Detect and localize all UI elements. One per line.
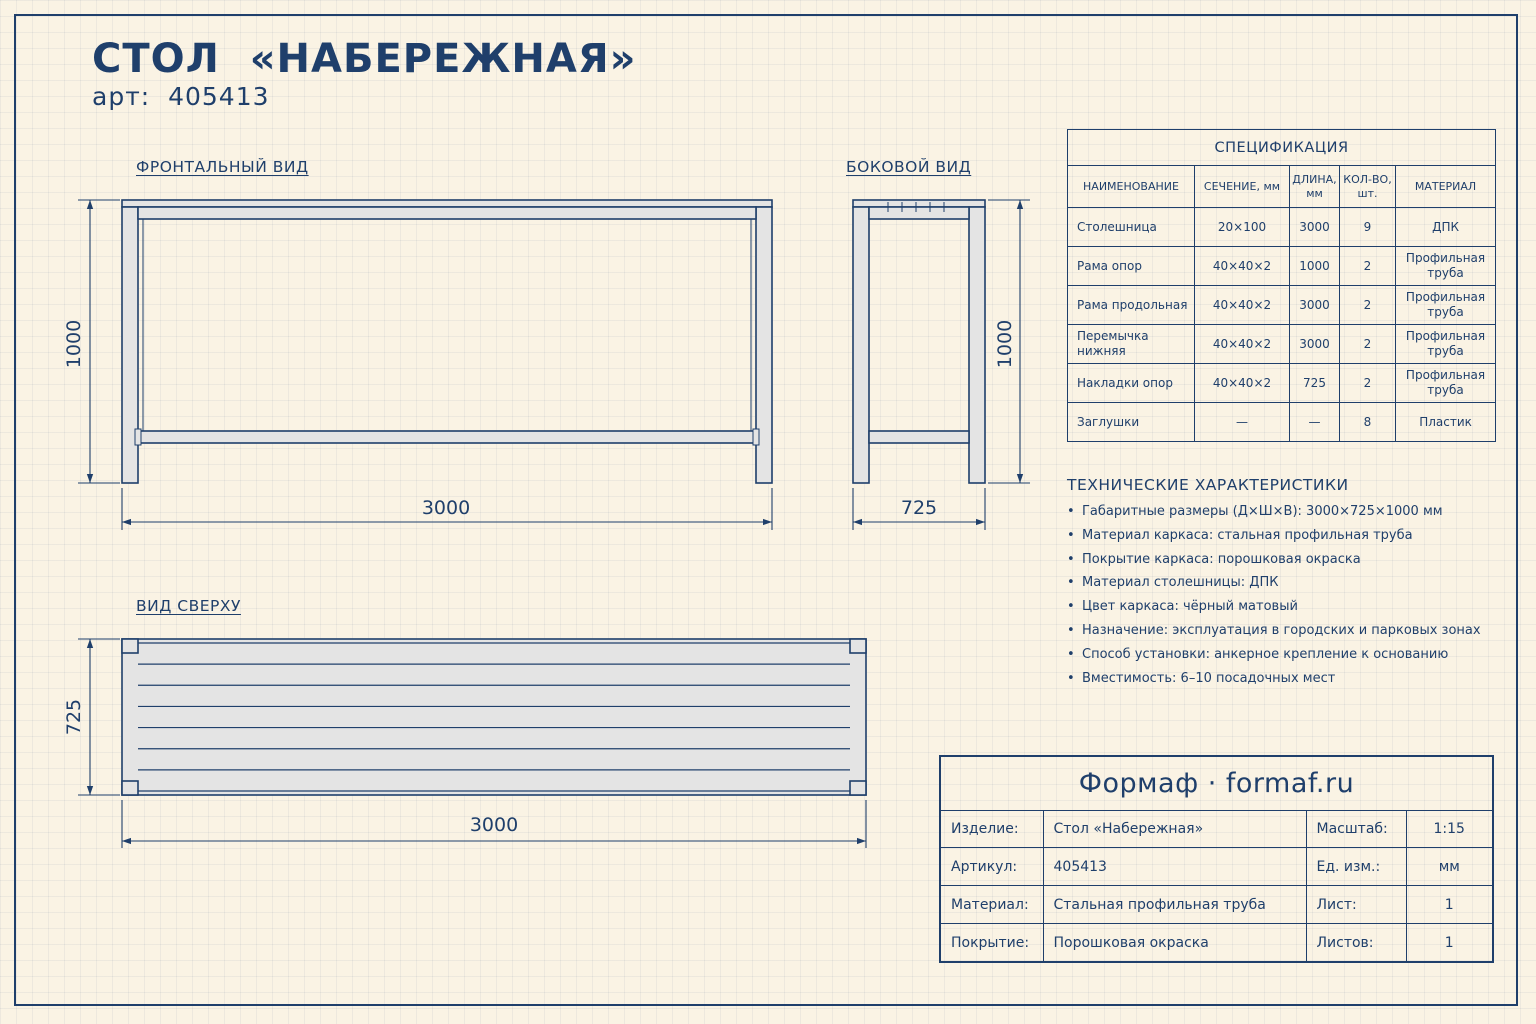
article-number: арт: 405413 <box>92 82 270 111</box>
tech-item-text: Покрытие каркаса: порошковая окраска <box>1082 551 1361 567</box>
spec-cell: 40×40×2 <box>1195 325 1290 364</box>
title-block-cell: Масштаб: <box>1306 810 1406 848</box>
spec-cell: 40×40×2 <box>1195 364 1290 403</box>
tech-item-text: Материал столешницы: ДПК <box>1082 575 1279 591</box>
title-block-table <box>941 810 1492 961</box>
tech-item-text: Вместимость: 6–10 посадочных мест <box>1082 670 1336 686</box>
front-bracket-right <box>753 429 759 445</box>
title-block-cell: Листов: <box>1306 924 1406 962</box>
spec-cell: Перемычка нижняя <box>1068 325 1195 364</box>
top-width-dim-text: 3000 <box>469 814 519 836</box>
tech-title: ТЕХНИЧЕСКИЕ ХАРАКТЕРИСТИКИ <box>1067 476 1349 494</box>
spec-cell: — <box>1290 403 1340 442</box>
spec-cell: 2 <box>1340 286 1396 325</box>
side-left-leg <box>853 207 869 483</box>
side-height-dim-text: 1000 <box>994 319 1016 369</box>
tech-item <box>1067 598 1481 622</box>
front-bottom-rail <box>138 431 756 443</box>
title-block-cell: Материал: <box>941 886 1043 924</box>
title-block-row <box>941 924 1492 962</box>
spec-cell: Пластик <box>1396 403 1496 442</box>
title-block-cell: Ед. изм.: <box>1306 848 1406 886</box>
tech-item <box>1067 622 1481 646</box>
brand-label: Формаф · formaf.ru <box>941 757 1492 811</box>
spec-cell: Профильная труба <box>1396 286 1496 325</box>
bullet-icon: • <box>1067 646 1075 662</box>
title-block-cell: 1 <box>1406 886 1492 924</box>
front-width-dim-text: 3000 <box>421 497 471 519</box>
title-block-cell: Покрытие: <box>941 924 1043 962</box>
side-view <box>853 200 985 483</box>
spec-cell: 20×100 <box>1195 208 1290 247</box>
top-corner-br <box>850 781 866 795</box>
spec-cell: Заглушки <box>1068 403 1195 442</box>
spec-cell: 1000 <box>1290 247 1340 286</box>
spec-cell: 2 <box>1340 247 1396 286</box>
tech-item-text: Материал каркаса: стальная профильная труба <box>1082 527 1413 543</box>
spec-cell: 8 <box>1340 403 1396 442</box>
bullet-icon: • <box>1067 504 1075 519</box>
tech-item <box>1067 670 1481 694</box>
spec-cell: Профильная труба <box>1396 364 1496 403</box>
spec-body <box>1068 208 1496 442</box>
front-view <box>122 200 772 483</box>
title-block-cell: Изделие: <box>941 810 1043 848</box>
top-view-label: ВИД СВЕРХУ <box>136 597 241 615</box>
spec-row <box>1068 403 1496 442</box>
tech-list <box>1067 503 1481 693</box>
bullet-icon: • <box>1067 599 1075 615</box>
title-block-row <box>941 848 1492 886</box>
title-block-row <box>941 886 1492 924</box>
drawing-title: СТОЛ «НАБЕРЕЖНАЯ» <box>92 36 637 82</box>
side-view-label: БОКОВОЙ ВИД <box>846 158 972 176</box>
title-block-cell: 1 <box>1406 924 1492 962</box>
spec-header-cell: СЕЧЕНИЕ, мм <box>1195 166 1290 208</box>
top-corner-tr <box>850 639 866 653</box>
bullet-icon: • <box>1067 622 1075 638</box>
spec-row <box>1068 325 1496 364</box>
tech-item <box>1067 503 1481 527</box>
spec-cell: Рама опор <box>1068 247 1195 286</box>
side-right-leg <box>969 207 985 483</box>
top-outline <box>122 639 866 795</box>
spec-cell: ДПК <box>1396 208 1496 247</box>
spec-cell: 40×40×2 <box>1195 286 1290 325</box>
title-block-row <box>941 810 1492 848</box>
top-corner-tl <box>122 639 138 653</box>
specification-table <box>1067 129 1496 442</box>
title-block-cell: Лист: <box>1306 886 1406 924</box>
bullet-icon: • <box>1067 670 1075 686</box>
tech-item-text: Назначение: эксплуатация в городских и парковых зонах <box>1082 622 1481 638</box>
spec-cell: Рама продольная <box>1068 286 1195 325</box>
title-block-cell: 405413 <box>1043 848 1306 886</box>
title-block-cell: Стол «Набережная» <box>1043 810 1306 848</box>
spec-header-cell: МАТЕРИАЛ <box>1396 166 1496 208</box>
spec-cell: Профильная труба <box>1396 325 1496 364</box>
front-height-dim-text: 1000 <box>63 319 85 369</box>
bullet-icon: • <box>1067 551 1075 567</box>
side-bottom-rail <box>869 431 969 443</box>
spec-cell: 40×40×2 <box>1195 247 1290 286</box>
tech-item <box>1067 551 1481 575</box>
title-block-body <box>941 810 1492 961</box>
bullet-icon: • <box>1067 575 1075 591</box>
spec-header-cell: КОЛ-ВО, шт. <box>1340 166 1396 208</box>
bullet-icon: • <box>1067 527 1075 543</box>
spec-cell: 9 <box>1340 208 1396 247</box>
front-bracket-left <box>135 429 141 445</box>
spec-cell: Столешница <box>1068 208 1195 247</box>
side-top-rail <box>869 207 969 219</box>
front-dimensions <box>78 200 772 530</box>
title-block-cell: Порошковая окраска <box>1043 924 1306 962</box>
side-width-dim-text: 725 <box>900 497 938 519</box>
title-block <box>939 755 1494 963</box>
spec-cell: 725 <box>1290 364 1340 403</box>
spec-caption: СПЕЦИФИКАЦИЯ <box>1068 130 1496 166</box>
tech-item <box>1067 646 1481 670</box>
title-block-cell: Стальная профильная труба <box>1043 886 1306 924</box>
spec-cell: 2 <box>1340 325 1396 364</box>
spec-row <box>1068 364 1496 403</box>
top-depth-dim-text: 725 <box>63 698 85 736</box>
tech-item-text: Цвет каркаса: чёрный матовый <box>1082 599 1298 615</box>
front-tabletop <box>122 200 772 207</box>
spec-row <box>1068 247 1496 286</box>
side-tabletop <box>853 200 985 207</box>
title-block-cell: 1:15 <box>1406 810 1492 848</box>
spec-cell: 2 <box>1340 364 1396 403</box>
title-block-cell: Артикул: <box>941 848 1043 886</box>
title-block-cell: мм <box>1406 848 1492 886</box>
spec-cell: 3000 <box>1290 325 1340 364</box>
spec-row <box>1068 286 1496 325</box>
spec-header-cell: ДЛИНА, мм <box>1290 166 1340 208</box>
spec-cell: 3000 <box>1290 286 1340 325</box>
tech-item <box>1067 527 1481 551</box>
front-view-label: ФРОНТАЛЬНЫЙ ВИД <box>136 158 309 176</box>
tech-item <box>1067 574 1481 598</box>
top-corner-bl <box>122 781 138 795</box>
spec-header-row <box>1068 166 1496 208</box>
spec-cell: 3000 <box>1290 208 1340 247</box>
spec-cell: — <box>1195 403 1290 442</box>
tech-item-text: Способ установки: анкерное крепление к основанию <box>1082 646 1449 662</box>
spec-cell: Профильная труба <box>1396 247 1496 286</box>
spec-row <box>1068 208 1496 247</box>
spec-header-cell: НАИМЕНОВАНИЕ <box>1068 166 1195 208</box>
front-top-rail <box>138 207 756 219</box>
top-view <box>122 639 866 795</box>
spec-cell: Накладки опор <box>1068 364 1195 403</box>
tech-item-text: Габаритные размеры (Д×Ш×В): 3000×725×1000 мм <box>1082 504 1443 519</box>
